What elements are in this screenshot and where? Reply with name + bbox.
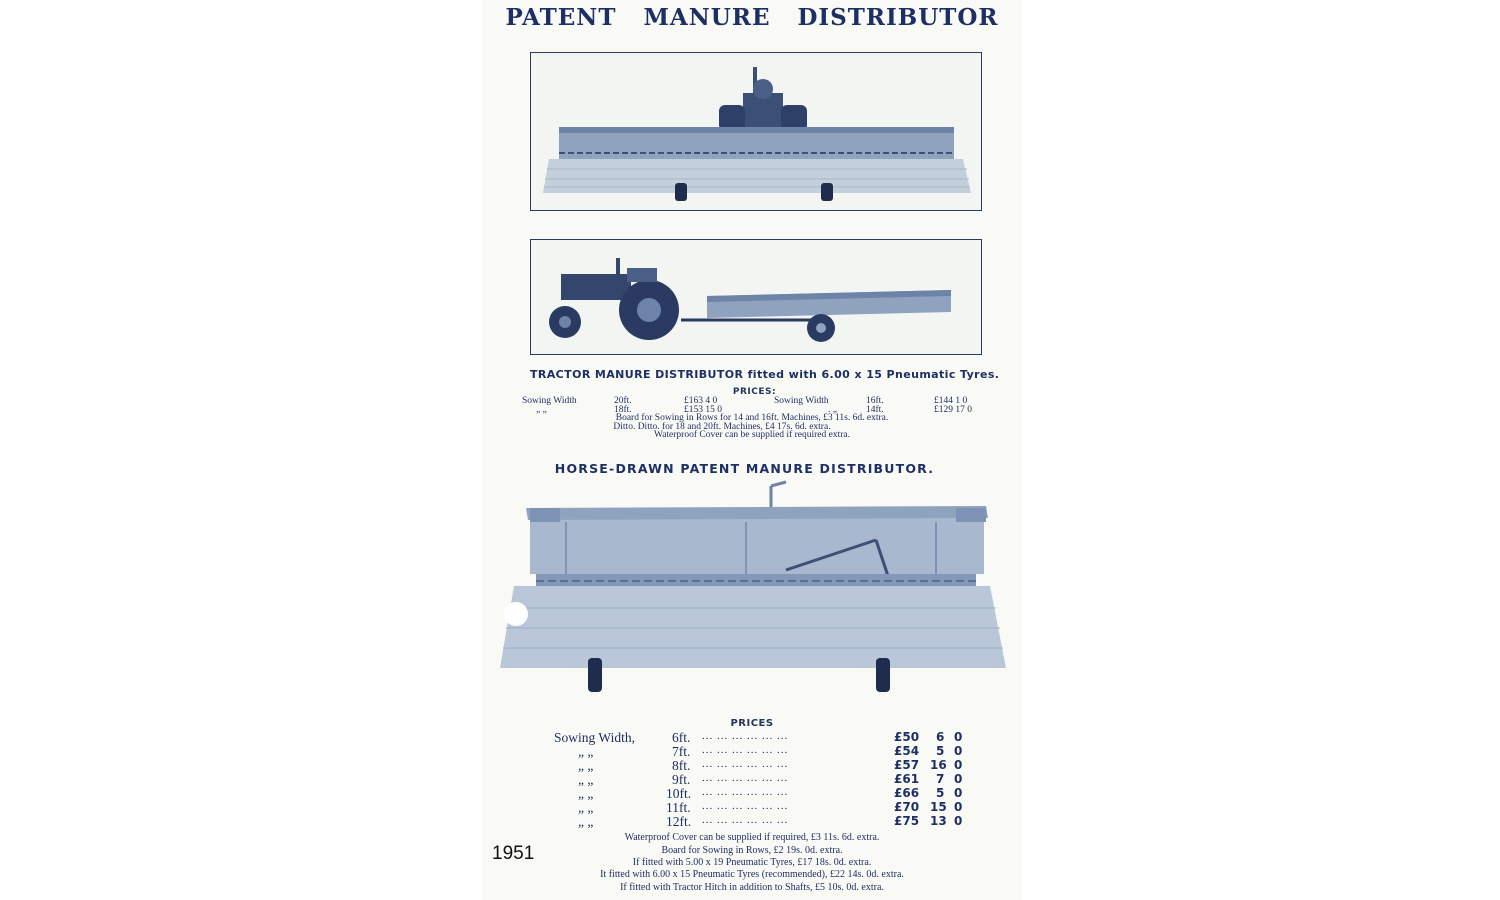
- row-pounds: £61: [894, 772, 920, 786]
- row-leader: ... ... ... ... ... ...: [702, 744, 789, 756]
- catalogue-page: [482, 0, 1022, 900]
- row-pence: 0: [954, 814, 963, 828]
- row-shillings: 5: [936, 744, 945, 758]
- horse-price-row: [554, 786, 974, 800]
- row-label: Sowing Width,: [554, 730, 635, 745]
- row-leader: ... ... ... ... ... ...: [702, 786, 789, 798]
- horse-price-row: [554, 758, 974, 772]
- row-label: „ „: [578, 800, 594, 815]
- horse-prices-heading: PRICES: [730, 718, 774, 729]
- row-pounds: £75: [894, 814, 920, 828]
- row-shillings: 15: [930, 800, 947, 814]
- row-width: 6ft.: [672, 730, 691, 745]
- row-width: 9ft.: [672, 772, 691, 787]
- row-pence: 0: [954, 786, 963, 800]
- horse-price-table: [554, 730, 974, 830]
- year-label: 1951: [492, 843, 535, 864]
- horse-price-row: [554, 814, 974, 828]
- row-shillings: 7: [936, 772, 945, 786]
- row-shillings: 5: [936, 786, 945, 800]
- row-pounds: £54: [894, 744, 920, 758]
- row-leader: ... ... ... ... ... ...: [702, 730, 789, 742]
- row-width: 18ft.: [614, 405, 632, 415]
- row-label-2: Sowing Width: [774, 396, 829, 406]
- row-width: 7ft.: [672, 744, 691, 759]
- horse-note: Board for Sowing in Rows, £2 19s. 0d. extra.: [661, 845, 843, 856]
- row-price: £153 15 0: [684, 405, 722, 415]
- row-width: 11ft.: [666, 800, 691, 815]
- horse-note: If fitted with 5.00 x 19 Pneumatic Tyres, £17 18s. 0d. extra.: [632, 857, 872, 868]
- row-width-2: 14ft.: [866, 405, 884, 415]
- row-pence: 0: [954, 772, 963, 786]
- page-title: PATENT MANURE DISTRIBUTOR: [505, 4, 999, 31]
- tractor-note: Board for Sowing in Rows for 14 and 16ft. Machines, £3 11s. 6d. extra.: [615, 413, 889, 423]
- horse-price-row: [554, 730, 974, 744]
- horse-drawn-heading: HORSE-DRAWN PATENT MANURE DISTRIBUTOR.: [554, 461, 935, 476]
- row-price-2: £144 1 0: [934, 396, 968, 406]
- row-label: „ „: [536, 405, 547, 415]
- row-price: £163 4 0: [684, 396, 718, 406]
- row-width: 10ft.: [666, 786, 692, 801]
- row-pounds: £66: [894, 786, 920, 800]
- row-leader: ... ... ... ... ... ...: [702, 800, 789, 812]
- tractor-note: Ditto. Ditto. for 18 and 20ft. Machines, £4 17s. 6d. extra.: [613, 422, 831, 432]
- row-pounds: £70: [894, 800, 920, 814]
- row-pence: 0: [954, 800, 963, 814]
- tractor-rear-photo: [530, 52, 982, 211]
- row-label: „ „: [578, 772, 594, 787]
- row-shillings: 13: [930, 814, 947, 828]
- row-width: 8ft.: [672, 758, 691, 773]
- row-leader: ... ... ... ... ... ...: [702, 758, 789, 770]
- row-pounds: £57: [894, 758, 920, 772]
- row-label-2: . „: [828, 405, 837, 415]
- tractor-prices-heading: PRICES:: [732, 387, 777, 397]
- row-shillings: 6: [936, 730, 945, 744]
- tractor-side-photo: [530, 239, 982, 355]
- row-leader: ... ... ... ... ... ...: [702, 772, 789, 784]
- row-width: 20ft.: [614, 396, 632, 406]
- horse-note: It fitted with 6.00 x 15 Pneumatic Tyres (recommended), £22 14s. 0d. extra.: [600, 869, 904, 880]
- row-label: Sowing Width: [522, 396, 577, 406]
- horse-note: Waterproof Cover can be supplied if required, £3 11s. 6d. extra.: [624, 832, 880, 843]
- horse-price-row: [554, 800, 974, 814]
- row-price-2: £129 17 0: [934, 405, 972, 415]
- horse-price-row: [554, 744, 974, 758]
- row-pence: 0: [954, 744, 963, 758]
- row-label: „ „: [578, 744, 594, 759]
- row-shillings: 16: [930, 758, 947, 772]
- row-width: 12ft.: [666, 814, 692, 829]
- tractor-note: Waterproof Cover can be supplied if required extra.: [653, 430, 851, 440]
- tractor-caption: TRACTOR MANURE DISTRIBUTOR fitted with 6.00 x 15 Pneumatic Tyres.: [530, 368, 1000, 381]
- row-leader: ... ... ... ... ... ...: [702, 814, 789, 826]
- row-label: „ „: [578, 758, 594, 773]
- horse-note: If fitted with Tractor Hitch in addition to Shafts, £5 10s. 0d. extra.: [620, 882, 884, 893]
- row-pence: 0: [954, 730, 963, 744]
- row-label: „ „: [578, 786, 594, 801]
- horse-drawn-photo: [496, 478, 1008, 698]
- horse-price-row: [554, 772, 974, 786]
- row-pounds: £50: [894, 730, 920, 744]
- row-width-2: 16ft.: [866, 396, 884, 406]
- row-pence: 0: [954, 758, 963, 772]
- row-label: „ „: [578, 814, 594, 829]
